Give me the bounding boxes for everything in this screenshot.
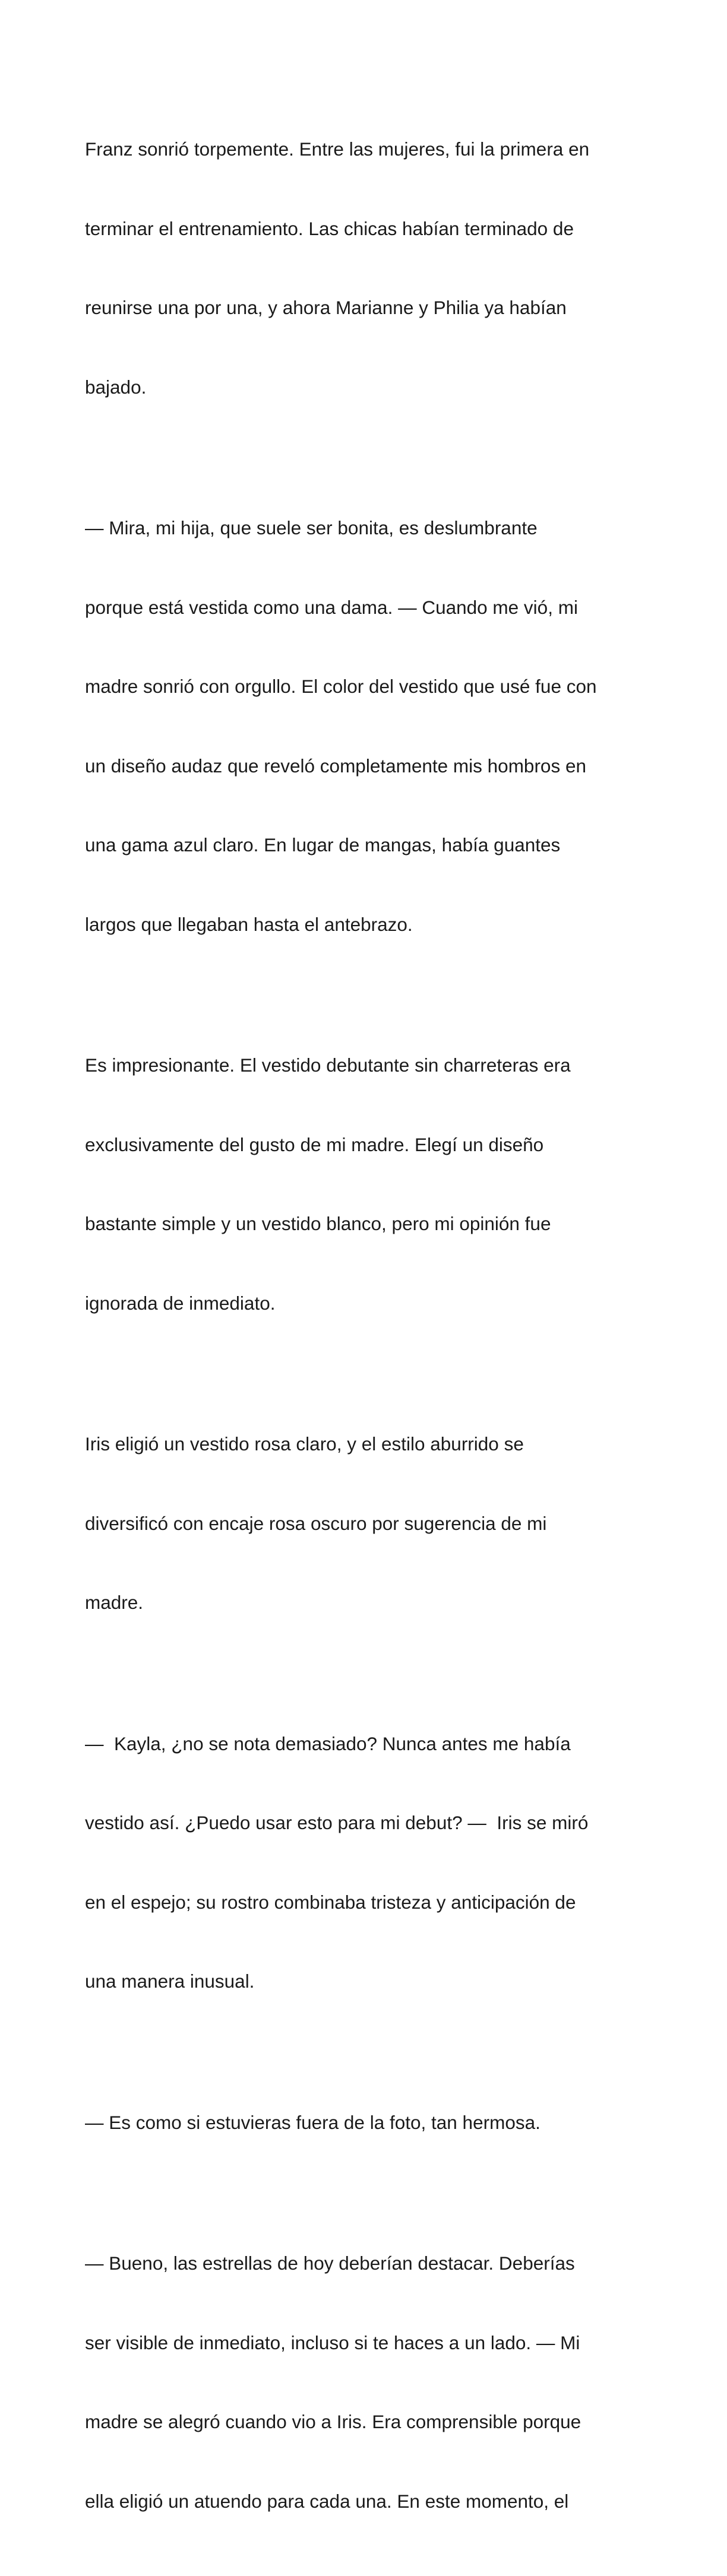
paragraph-7 — [85, 2197, 640, 2567]
text-line: — Kayla, ¿no se nota demasiado? Nunca antes me había — [85, 1732, 571, 1754]
text-line: una manera inusual. — [85, 1970, 255, 1992]
paragraph-6 — [85, 2057, 640, 2189]
paragraph-4 — [85, 1378, 640, 1669]
text-line: madre sonrió con orgullo. El color del vestido que usé fue con — [85, 676, 597, 697]
text-line: — Es como si estuvieras fuera de la foto, tan hermosa. — [85, 2111, 540, 2133]
text-line: ignorada de inmediato. — [85, 1292, 276, 1314]
text-line: Franz sonrió torpemente. Entre las mujeres, fui la primera en — [85, 138, 590, 160]
text-line: bastante simple y un vestido blanco, pero mi opinión fue — [85, 1213, 551, 1234]
text-line: ser visible de inmediato, incluso si te haces a un lado. — Mi — [85, 2331, 580, 2353]
text-line: — Mira, mi hija, que suele ser bonita, es deslumbrante — [85, 517, 538, 538]
paragraph-5 — [85, 1678, 640, 2048]
text-line: diversificó con encaje rosa oscuro por sugerencia de mi — [85, 1512, 547, 1534]
text-line: terminar el entrenamiento. Las chicas habían terminado de — [85, 217, 574, 239]
text-line: madre. — [85, 1592, 144, 1613]
paragraph-2 — [85, 462, 640, 990]
text-line: reunirse una por una, y ahora Marianne y Philia ya habían — [85, 297, 567, 318]
paragraph-3 — [85, 999, 640, 1369]
text-line: madre se alegró cuando vio a Iris. Era comprensible porque — [85, 2411, 581, 2432]
text-line: una gama azul claro. En lugar de mangas, había guantes — [85, 834, 561, 856]
text-line: Es impresionante. El vestido debutante sin charreteras era — [85, 1054, 571, 1076]
text-line: bajado. — [85, 376, 147, 398]
text-line: ella eligió un atuendo para cada una. En este momento, el — [85, 2490, 569, 2512]
text-line: exclusivamente del gusto de mi madre. Elegí un diseño — [85, 1133, 544, 1155]
text-line: vestido así. ¿Puedo usar esto para mi debut? — Iris se miró — [85, 1812, 589, 1833]
text-line: Iris eligió un vestido rosa claro, y el estilo aburrido se — [85, 1433, 524, 1455]
text-line: un diseño audaz que reveló completamente mis hombros en — [85, 755, 586, 777]
text-line: porque está vestida como una dama. — Cuando me vió, mi — [85, 596, 578, 618]
document-page — [85, 83, 640, 2576]
text-line: en el espejo; su rostro combinaba tristeza y anticipación de — [85, 1891, 576, 1913]
text-line: — Bueno, las estrellas de hoy deberían destacar. Deberías — [85, 2252, 575, 2274]
text-line: largos que llegaban hasta el antebrazo. — [85, 913, 413, 935]
paragraph-1 — [85, 83, 640, 453]
